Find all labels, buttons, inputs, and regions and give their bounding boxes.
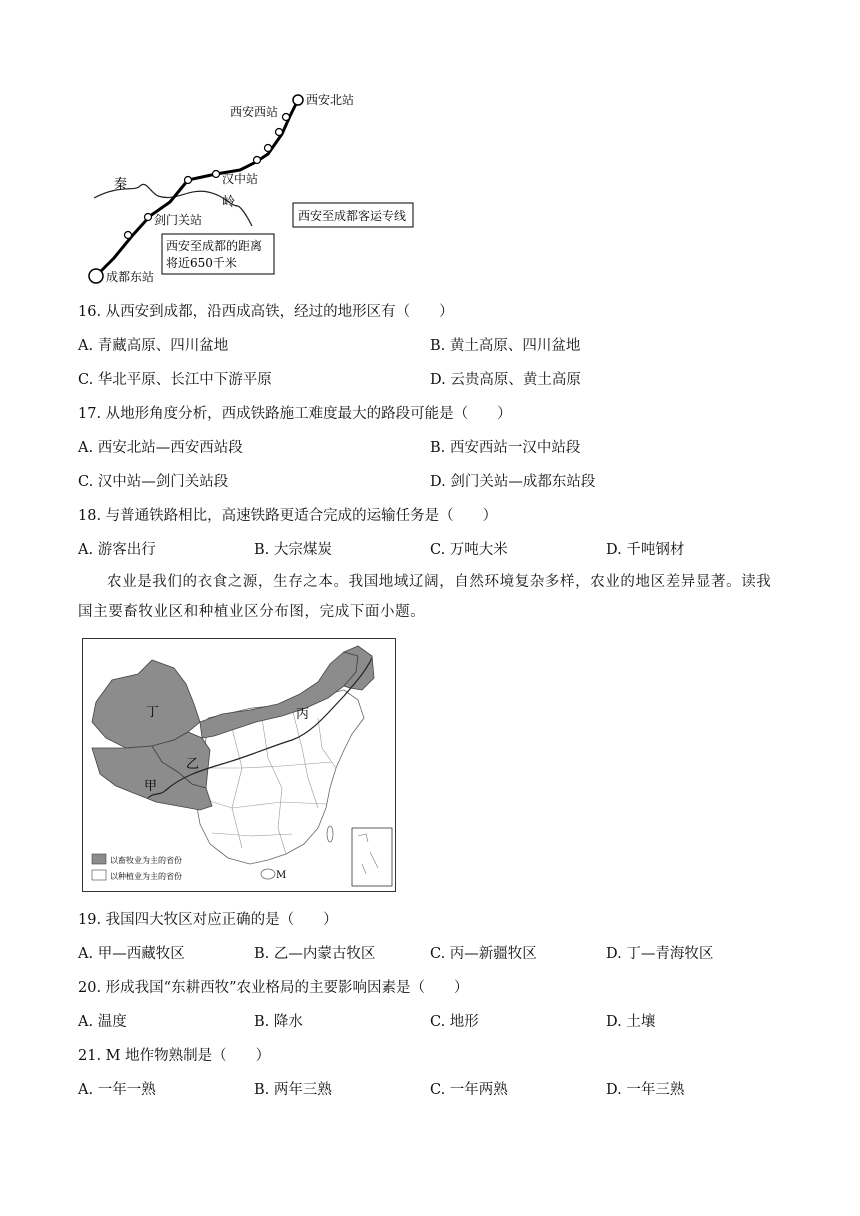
station-jianmenguan-marker — [145, 214, 152, 221]
label-jia: 甲 — [144, 779, 158, 794]
line-label: 西安至成都客运专线 — [298, 209, 407, 223]
q19-option-b[interactable]: B. 乙—内蒙古牧区 — [254, 946, 376, 962]
q16-option-a[interactable]: A. 青藏高原、四川盆地 — [78, 338, 229, 354]
q18-option-b[interactable]: B. 大宗煤炭 — [254, 542, 332, 558]
qin-label: 秦 — [114, 177, 128, 192]
legend-swatch-farming — [92, 870, 106, 880]
q16-option-b[interactable]: B. 黄土高原、四川盆地 — [430, 338, 581, 354]
south-china-sea-inset — [352, 828, 392, 886]
q18-option-a[interactable]: A. 游客出行 — [78, 542, 156, 558]
question-18-stem: 18. 与普通铁路相比，高速铁路更适合完成的运输任务是（ ） — [78, 508, 498, 524]
station-label-chengdu-east: 成都东站 — [106, 270, 155, 284]
legend-label-farming: 以种植业为主的省份 — [110, 872, 182, 881]
station-label-xian-west: 西安西站 — [230, 105, 279, 119]
q20-option-a[interactable]: A. 温度 — [78, 1014, 127, 1030]
station-label-xian-north: 西安北站 — [306, 93, 355, 107]
q21-option-b[interactable]: B. 两年三熟 — [254, 1082, 332, 1098]
ling-label: 岭 — [222, 195, 236, 210]
china-agriculture-map — [82, 638, 396, 892]
station-dot — [265, 145, 272, 152]
q16-option-c[interactable]: C. 华北平原、长江中下游平原 — [78, 372, 272, 388]
question-21-stem: 21. M 地作物熟制是（ ） — [78, 1048, 271, 1064]
legend-label-pastoral: 以畜牧业为主的省份 — [110, 856, 182, 865]
station-dot — [125, 232, 132, 239]
railway-map-figure — [80, 88, 420, 288]
q20-option-c[interactable]: C. 地形 — [430, 1014, 479, 1030]
question-19-stem: 19. 我国四大牧区对应正确的是（ ） — [78, 912, 338, 928]
station-label-jianmenguan: 剑门关站 — [154, 213, 203, 227]
q16-option-d[interactable]: D. 云贵高原、黄土高原 — [430, 372, 581, 388]
hainan-island — [261, 869, 275, 879]
label-bing: 丙 — [296, 707, 310, 722]
station-chengdu-east-marker — [89, 269, 103, 283]
station-dot — [276, 129, 283, 136]
taiwan-island — [327, 826, 333, 842]
distance-label-line1: 西安至成都的距离 — [166, 239, 263, 253]
station-hanzhong-marker — [213, 171, 220, 178]
question-16-stem: 16. 从西安到成都，沿西成高铁，经过的地形区有（ ） — [78, 304, 454, 320]
q19-option-d[interactable]: D. 丁—青海牧区 — [606, 946, 714, 962]
station-xian-north-marker — [293, 95, 303, 105]
question-20-stem: 20. 形成我国“东耕西牧”农业格局的主要影响因素是（ ） — [78, 980, 469, 996]
q20-option-d[interactable]: D. 土壤 — [606, 1014, 656, 1030]
q21-option-a[interactable]: A. 一年一熟 — [78, 1082, 156, 1098]
q17-option-c[interactable]: C. 汉中站—剑门关站段 — [78, 474, 229, 490]
label-ding: 丁 — [146, 705, 160, 720]
q19-option-c[interactable]: C. 丙—新疆牧区 — [430, 946, 537, 962]
q17-option-d[interactable]: D. 剑门关站—成都东站段 — [430, 474, 596, 490]
q18-option-d[interactable]: D. 千吨钢材 — [606, 542, 685, 558]
q18-option-c[interactable]: C. 万吨大米 — [430, 542, 508, 558]
q19-option-a[interactable]: A. 甲—西藏牧区 — [78, 946, 185, 962]
q21-option-c[interactable]: C. 一年两熟 — [430, 1082, 508, 1098]
label-m: M — [276, 870, 287, 881]
q17-option-a[interactable]: A. 西安北站—西安西站段 — [78, 440, 243, 456]
q17-option-b[interactable]: B. 西安西站一汉中站段 — [430, 440, 581, 456]
station-dot — [185, 177, 192, 184]
station-dot — [254, 157, 261, 164]
q20-option-b[interactable]: B. 降水 — [254, 1014, 303, 1030]
distance-label-line2: 将近650千米 — [166, 256, 237, 270]
label-yi: 乙 — [186, 757, 200, 772]
q21-option-d[interactable]: D. 一年三熟 — [606, 1082, 685, 1098]
legend-swatch-pastoral — [92, 854, 106, 864]
question-17-stem: 17. 从地形角度分析，西成铁路施工难度最大的路段可能是（ ） — [78, 406, 512, 422]
station-dot — [283, 114, 290, 121]
station-label-hanzhong: 汉中站 — [222, 172, 259, 186]
passage-text: 农业是我们的衣食之源，生存之本。我国地域辽阔，自然环境复杂多样，农业的地区差异显著。读我国主要畜牧业区和种植业区分布图，完成下面小题。 — [78, 574, 772, 620]
